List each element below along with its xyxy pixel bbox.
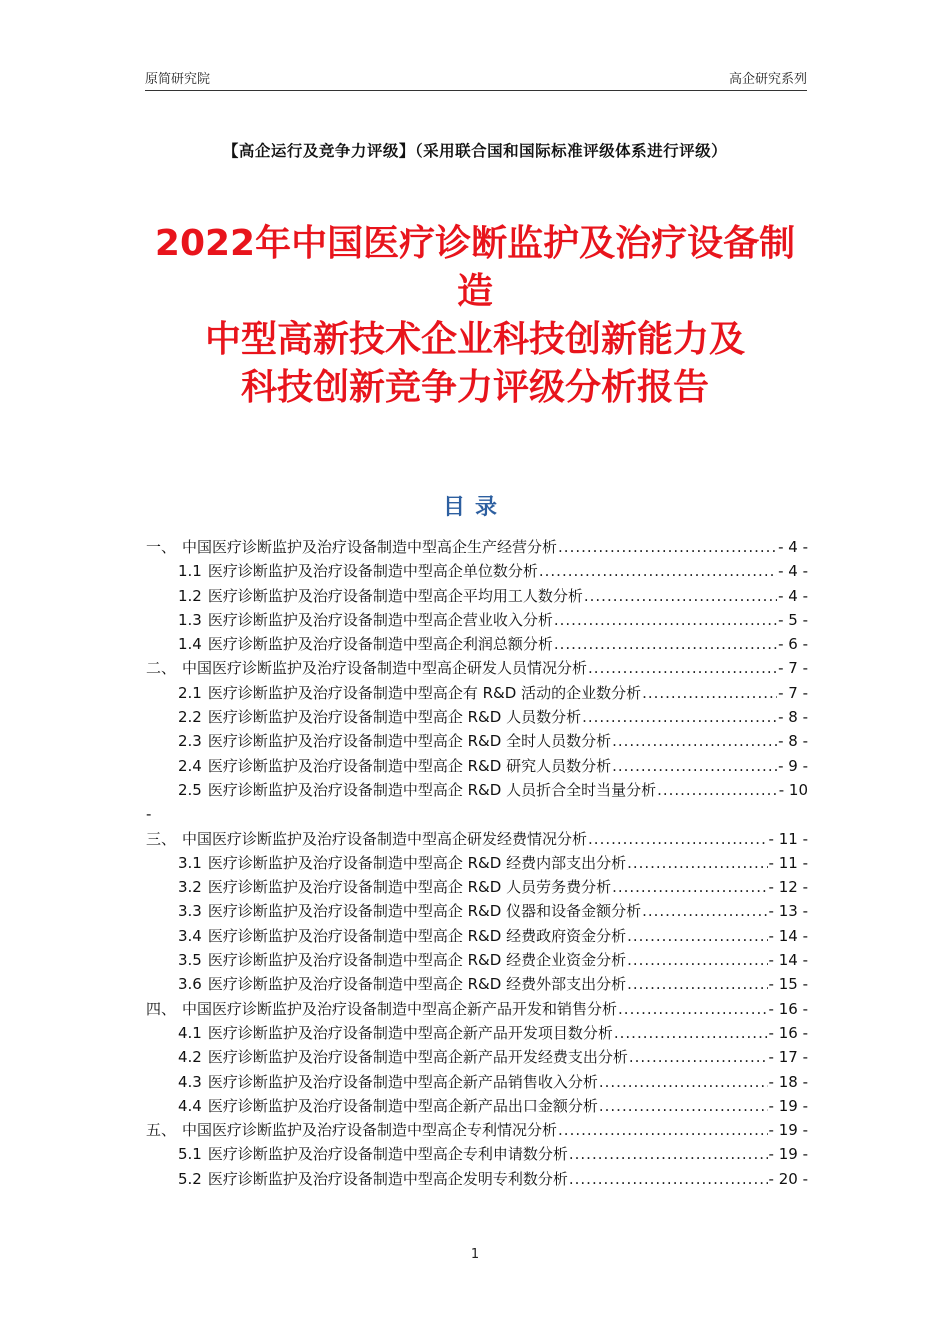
toc-entry-number: 一、 — [146, 538, 177, 556]
toc-entry-number: 5.1 — [178, 1145, 202, 1164]
header-right: 高企研究系列 — [728, 72, 807, 87]
title-line-2: 造 — [456, 271, 493, 312]
toc-entry-page-wrap: - — [146, 805, 152, 824]
toc-entry-number: 2.1 — [178, 683, 202, 702]
toc-entry[interactable] — [146, 827, 808, 851]
toc-entry-page: - 6 - — [778, 635, 808, 654]
toc-entry[interactable] — [146, 608, 808, 632]
toc-entry[interactable] — [146, 924, 808, 948]
toc-leader-dots — [612, 875, 767, 899]
toc-entry[interactable] — [146, 1142, 808, 1166]
toc-entry-page: - 19 - — [768, 1096, 808, 1115]
title-line-4: 科技创新竞争力评级分析报告 — [240, 367, 709, 408]
toc-entry-page: - 9 - — [778, 756, 808, 775]
toc-leader-dots — [554, 632, 777, 656]
toc-entry-page: - 8 - — [778, 732, 808, 751]
toc-entry-label: 医疗诊断监护及治疗设备制造中型高企有 R&D 活动的企业数分析 — [207, 683, 642, 702]
toc-leader-dots — [588, 656, 777, 680]
toc-entry[interactable] — [146, 778, 808, 802]
toc-entry-label: 中国医疗诊断监护及治疗设备制造中型高企专利情况分析 — [182, 1121, 558, 1140]
toc-entry[interactable] — [146, 948, 808, 972]
toc-entry[interactable] — [146, 632, 808, 656]
toc-entry-label: 医疗诊断监护及治疗设备制造中型高企新产品开发项目数分析 — [207, 1023, 613, 1042]
toc-entry-label: 医疗诊断监护及治疗设备制造中型高企发明专利数分析 — [207, 1169, 568, 1188]
toc-entry-label: 医疗诊断监护及治疗设备制造中型高企 R&D 人员折合全时当量分析 — [207, 780, 657, 799]
toc-heading: 目录 — [442, 495, 507, 520]
toc-entry-number: 3.2 — [178, 878, 202, 897]
toc-entry-number: 4.3 — [178, 1072, 202, 1091]
toc-entry-number: 2.4 — [178, 756, 202, 775]
toc-leader-dots — [627, 972, 767, 996]
toc-entry-label: 中国医疗诊断监护及治疗设备制造中型高企研发经费情况分析 — [182, 829, 588, 848]
toc-leader-dots — [582, 705, 777, 729]
page-number: 1 — [470, 1247, 480, 1262]
toc-entry-label: 医疗诊断监护及治疗设备制造中型高企 R&D 经费政府资金分析 — [207, 926, 627, 945]
toc-entry-page: - 4 - — [778, 538, 808, 556]
toc-entry-page: - 7 - — [778, 683, 808, 702]
toc-leader-dots — [558, 1118, 768, 1142]
toc-entry-number: 3.5 — [178, 951, 202, 970]
report-title — [120, 220, 830, 412]
toc-entry-number: 1.4 — [178, 635, 202, 654]
toc-leader-dots — [657, 778, 778, 802]
toc-entry-page: - 19 - — [768, 1121, 808, 1140]
toc-entry[interactable] — [146, 729, 808, 753]
toc-entry-label: 医疗诊断监护及治疗设备制造中型高企专利申请数分析 — [207, 1145, 568, 1164]
toc-entry-label: 医疗诊断监护及治疗设备制造中型高企利润总额分析 — [207, 635, 553, 654]
toc-entry[interactable] — [146, 875, 808, 899]
toc-entry-number: 3.1 — [178, 853, 202, 872]
toc-entry-label: 医疗诊断监护及治疗设备制造中型高企 R&D 人员劳务费分析 — [207, 878, 612, 897]
toc-entry-label: 医疗诊断监护及治疗设备制造中型高企单位数分析 — [207, 562, 538, 581]
toc-entry-number: 1.2 — [178, 586, 202, 605]
toc-entry-page: - 16 - — [768, 1023, 808, 1042]
toc-entry-page: - 5 - — [778, 610, 808, 629]
toc-leader-dots — [554, 608, 777, 632]
toc-entry-number: 4.2 — [178, 1048, 202, 1067]
toc-entry[interactable] — [146, 1070, 808, 1094]
toc-entry[interactable] — [146, 851, 808, 875]
toc-entry-number: 1.3 — [178, 610, 202, 629]
toc-entry-page: - 15 - — [768, 975, 808, 994]
toc-entry-page: - 12 - — [768, 878, 808, 897]
toc-leader-dots — [612, 754, 777, 778]
toc-entry-page: - 8 - — [778, 708, 808, 727]
toc-entry-page: - 11 - — [768, 853, 808, 872]
toc-leader-dots — [642, 681, 777, 705]
toc-entry-label: 医疗诊断监护及治疗设备制造中型高企平均用工人数分析 — [207, 586, 583, 605]
toc-leader-dots — [558, 535, 777, 559]
toc-entry-number: 1.1 — [178, 562, 202, 581]
toc-entry[interactable] — [146, 1045, 808, 1069]
toc-entry[interactable] — [146, 1021, 808, 1045]
toc-entry-page: - 14 - — [768, 951, 808, 970]
toc-entry-page: - 17 - — [768, 1048, 808, 1067]
title-line-3: 中型高新技术企业科技创新能力及 — [204, 319, 745, 360]
toc-entry-label: 医疗诊断监护及治疗设备制造中型高企营业收入分析 — [207, 610, 553, 629]
toc-entry[interactable] — [146, 972, 808, 996]
toc-leader-dots — [642, 899, 767, 923]
toc-entry[interactable] — [146, 997, 808, 1021]
toc-entry-page: - 13 - — [768, 902, 808, 921]
toc-entry-number: 三、 — [146, 829, 177, 848]
toc-leader-dots — [599, 1070, 768, 1094]
toc-entry-page: - 19 - — [768, 1145, 808, 1164]
toc-leader-dots — [612, 729, 777, 753]
toc-entry[interactable] — [146, 681, 808, 705]
toc-entry-number: 2.5 — [178, 780, 202, 799]
toc-entry-page: - 7 - — [778, 659, 808, 678]
toc-entry-number: 3.4 — [178, 926, 202, 945]
toc-entry-label: 中国医疗诊断监护及治疗设备制造中型高企生产经营分析 — [182, 538, 558, 556]
toc-leader-dots — [588, 827, 768, 851]
toc-entry[interactable] — [146, 899, 808, 923]
toc-entry-label: 医疗诊断监护及治疗设备制造中型高企新产品开发经费支出分析 — [207, 1048, 628, 1067]
toc-entry-number: 二、 — [146, 659, 177, 678]
toc-entry[interactable] — [146, 584, 808, 608]
toc-entry-number: 五、 — [146, 1121, 177, 1140]
toc-entry-label: 医疗诊断监护及治疗设备制造中型高企新产品出口金额分析 — [207, 1096, 598, 1115]
toc-entry-number: 四、 — [146, 999, 177, 1018]
toc-entry[interactable] — [146, 705, 808, 729]
toc-leader-dots — [627, 948, 767, 972]
toc-entry-page: - 11 - — [768, 829, 808, 848]
toc-entry-label: 医疗诊断监护及治疗设备制造中型高企 R&D 经费企业资金分析 — [207, 951, 627, 970]
toc-entry[interactable] — [146, 1094, 808, 1118]
toc-entry[interactable] — [146, 754, 808, 778]
toc-leader-dots — [614, 1021, 768, 1045]
toc-entry-page: - 14 - — [768, 926, 808, 945]
toc-leader-dots — [599, 1094, 768, 1118]
toc-leader-dots — [627, 924, 767, 948]
toc-entry[interactable] — [146, 535, 808, 559]
toc-leader-dots — [618, 997, 768, 1021]
toc-entry-number: 2.3 — [178, 732, 202, 751]
toc-entry-page: - 4 - — [778, 562, 808, 581]
header-left: 原简研究院 — [145, 72, 211, 87]
toc-leader-dots — [584, 584, 777, 608]
toc-entry-label: 医疗诊断监护及治疗设备制造中型高企 R&D 仪器和设备金额分析 — [207, 902, 642, 921]
toc-entry-label: 中国医疗诊断监护及治疗设备制造中型高企新产品开发和销售分析 — [182, 999, 618, 1018]
toc-entry-label: 中国医疗诊断监护及治疗设备制造中型高企研发人员情况分析 — [182, 659, 588, 678]
toc-entry-page: - 18 - — [768, 1072, 808, 1091]
toc-entry-page: - 10 — [778, 780, 808, 799]
toc-leader-dots — [569, 1167, 768, 1191]
toc-leader-dots — [569, 1142, 768, 1166]
toc-entry-label: 医疗诊断监护及治疗设备制造中型高企 R&D 人员数分析 — [207, 708, 582, 727]
toc-entry-label: 医疗诊断监护及治疗设备制造中型高企 R&D 经费外部支出分析 — [207, 975, 627, 994]
table-of-contents — [146, 535, 808, 1191]
toc-entry-number: 3.3 — [178, 902, 202, 921]
toc-entry[interactable] — [146, 656, 808, 680]
page-header — [145, 66, 807, 91]
toc-entry-number: 3.6 — [178, 975, 202, 994]
toc-entry-number: 4.4 — [178, 1096, 202, 1115]
title-line-1: 2022年中国医疗诊断监护及治疗设备制 — [154, 223, 796, 264]
toc-entry-label: 医疗诊断监护及治疗设备制造中型高企 R&D 全时人员数分析 — [207, 732, 612, 751]
toc-entry-number: 4.1 — [178, 1023, 202, 1042]
toc-entry-number: 5.2 — [178, 1169, 202, 1188]
toc-entry[interactable] — [146, 1167, 808, 1191]
toc-entry-page: - 20 - — [768, 1169, 808, 1188]
report-subtitle: 【高企运行及竞争力评级】（采用联合国和国际标准评级体系进行评级） — [222, 142, 728, 160]
toc-entry-page: - 16 - — [768, 999, 808, 1018]
toc-entry[interactable] — [146, 559, 808, 583]
toc-entry-label: 医疗诊断监护及治疗设备制造中型高企 R&D 经费内部支出分析 — [207, 853, 627, 872]
toc-leader-dots — [539, 559, 777, 583]
toc-entry-page: - 4 - — [778, 586, 808, 605]
toc-entry-label: 医疗诊断监护及治疗设备制造中型高企新产品销售收入分析 — [207, 1072, 598, 1091]
toc-leader-dots — [629, 1045, 768, 1069]
toc-entry-number: 2.2 — [178, 708, 202, 727]
toc-entry-label: 医疗诊断监护及治疗设备制造中型高企 R&D 研究人员数分析 — [207, 756, 612, 775]
toc-entry[interactable] — [146, 1118, 808, 1142]
toc-leader-dots — [627, 851, 767, 875]
